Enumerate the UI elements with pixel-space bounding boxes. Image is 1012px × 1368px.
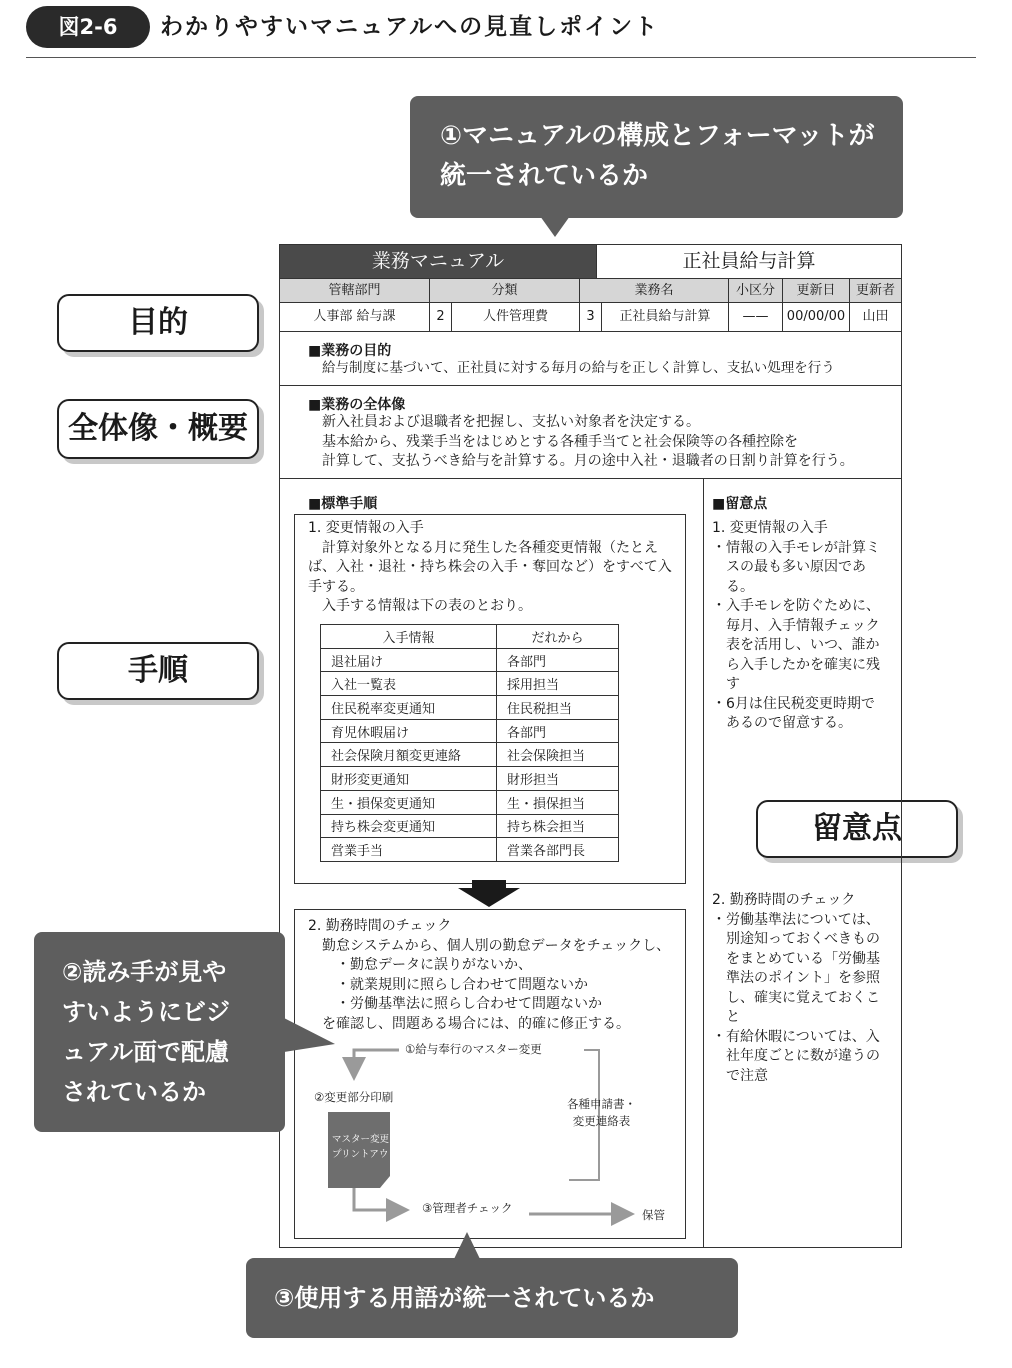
step1-line: 入手する情報は下の表のとおり。	[308, 598, 532, 614]
callout-terms: ③使用する用語が統一されているか	[246, 1258, 738, 1338]
cell-dept: 人事部 給与課	[280, 303, 430, 332]
notes-line: スの最も多い原因であ	[712, 559, 866, 575]
cell-cat-no: 2	[430, 303, 452, 332]
callout-format-line1: ①マニュアルの構成とフォーマットが	[440, 121, 875, 151]
table-row	[321, 790, 619, 814]
table-cell: 財形変更通知	[321, 767, 497, 791]
notes-line: ・6月は住民税変更時期で	[712, 695, 875, 712]
manual-name: 正社員給与計算	[596, 245, 901, 278]
table-cell: 育児休暇届け	[321, 719, 497, 743]
notes-part1	[712, 519, 880, 734]
col-subsection: 小区分	[729, 279, 783, 303]
notes-line: 表を活用し、いつ、誰か	[712, 637, 880, 653]
info-table-header-cell: 入手情報	[321, 625, 497, 649]
step2-line: ・勤怠データに誤りがないか、	[308, 957, 532, 973]
table-cell: 各部門	[497, 648, 619, 672]
label-purpose: 目的	[57, 294, 259, 352]
flow-printout-line: マスター変更の	[332, 1134, 399, 1145]
flow-forms-line: 各種申請書・	[567, 1097, 636, 1111]
cell-updated: 00/00/00	[783, 303, 850, 332]
step2-line: 勤怠システムから、個人別の勤怠データをチェックし、	[308, 937, 671, 954]
notes-line: と	[712, 1009, 740, 1025]
col-category: 分類	[430, 279, 580, 303]
callout-visual-pointer	[284, 1018, 336, 1058]
flow-forms-line: 変更連絡表	[572, 1114, 631, 1128]
notes-line: で注意	[712, 1067, 768, 1084]
notes-part2	[712, 891, 880, 1086]
table-cell: 住民税率変更通知	[321, 696, 497, 720]
table-cell: 各部門	[497, 719, 619, 743]
table-cell: 営業各部門長	[497, 838, 619, 862]
notes-line: 毎月、入手情報チェック	[712, 617, 880, 634]
step2-line: ・就業規則に照らし合わせて問題ないか	[308, 976, 588, 993]
table-cell: 採用担当	[497, 672, 619, 696]
purpose-heading: ■業務の目的	[308, 343, 392, 359]
cell-updater: 山田	[850, 303, 901, 332]
table-cell: 社会保険担当	[497, 743, 619, 767]
label-notes: 留意点	[756, 800, 958, 858]
cell-category: 人件管理費	[452, 303, 580, 332]
callout-visual	[34, 932, 285, 1132]
notes-line: ・入手モレを防ぐために、	[712, 598, 880, 614]
table-row	[321, 648, 619, 672]
notes-line: ・情報の入手モレが計算ミ	[712, 539, 880, 556]
overview-text	[322, 413, 854, 472]
purpose-text: 給与制度に基づいて、正社員に対する毎月の給与を正しく計算し、支払い処理を行う	[322, 360, 835, 376]
table-row	[321, 838, 619, 862]
callout-visual-line: されているか	[62, 1078, 206, 1106]
table-row	[321, 672, 619, 696]
notes-line: ら入手したかを確実に残	[712, 656, 880, 673]
manual-title: 業務マニュアル	[280, 245, 596, 278]
step1-line: 計算対象外となる月に発生した各種変更情報（たとえ	[308, 539, 658, 556]
flow-printout-line: プリントアウト	[332, 1149, 398, 1160]
cell-subsection: ——	[729, 303, 783, 332]
table-cell: 持ち株会担当	[497, 814, 619, 838]
table-cell: 営業手当	[321, 838, 497, 862]
overview-line: 基本給から、残業手当をはじめとする各種手当てと社会保険等の各種控除を	[322, 433, 798, 450]
title-divider	[26, 57, 976, 58]
purpose-divider	[280, 385, 901, 386]
table-cell: 入社一覧表	[321, 672, 497, 696]
callout-format-pointer	[540, 216, 570, 238]
overview-line: 新入社員および退職者を把握し、支払い対象者を決定する。	[322, 414, 700, 430]
notes-line: す	[712, 676, 740, 692]
cell-task: 正社員給与計算	[602, 303, 729, 332]
notes-line: 1. 変更情報の入手	[712, 520, 828, 536]
callout-format-line2: 統一されているか	[440, 161, 649, 191]
table-cell: 生・損保変更通知	[321, 790, 497, 814]
notes-column-divider	[703, 479, 704, 1247]
flow-print: ②変更部分印刷	[314, 1090, 394, 1104]
label-overview: 全体像・概要	[57, 399, 259, 459]
step2-line: ・労働基準法に照らし合わせて問題ないか	[308, 996, 602, 1012]
label-procedure: 手順	[57, 642, 259, 700]
col-updated: 更新日	[783, 279, 850, 303]
flow-master: ①給与奉行のマスター変更	[405, 1042, 542, 1056]
figure-title: わかりやすいマニュアルへの見直しポイント	[160, 14, 660, 40]
table-row	[321, 814, 619, 838]
step2-line: を確認し、問題ある場合には、的確に修正する。	[308, 1015, 630, 1032]
callout-visual-line: すいようにビジ	[62, 998, 230, 1026]
step2-line: 2. 勤務時間のチェック	[308, 918, 452, 934]
callout-visual-line: ュアル面で配慮	[62, 1038, 230, 1066]
callout-format	[410, 96, 903, 218]
table-row	[321, 696, 619, 720]
step1-line: 手する。	[308, 578, 364, 595]
notes-line: し、確実に覚えておくこ	[712, 989, 880, 1006]
table-row	[321, 719, 619, 743]
table-cell: 持ち株会変更通知	[321, 814, 497, 838]
notes-line: ・労働基準法については、	[712, 911, 880, 928]
callout-terms-pointer	[454, 1232, 480, 1259]
flow-check: ③管理者チェック	[422, 1201, 513, 1215]
notes-line: 準法のポイント」を参照	[712, 970, 880, 986]
overview-line: 計算して、支払うべき給与を計算する。月の途中入社・退職者の日割り計算を行う。	[322, 453, 854, 469]
step2-text	[308, 917, 670, 1034]
overview-heading: ■業務の全体像	[308, 397, 406, 413]
notes-line: をまとめている「労働基	[712, 950, 880, 967]
table-row	[321, 743, 619, 767]
figure-badge: 図2-6	[26, 6, 150, 48]
step1-text	[308, 519, 672, 617]
table-cell: 財形担当	[497, 767, 619, 791]
info-table-header	[321, 625, 619, 649]
table-cell: 社会保険月額変更連絡	[321, 743, 497, 767]
info-table	[320, 624, 619, 862]
notes-line: ・有給休暇については、入	[712, 1028, 880, 1045]
notes-heading: ■留意点	[712, 496, 768, 512]
table-cell: 退社届け	[321, 648, 497, 672]
notes-line: あるので留意する。	[712, 715, 852, 731]
cell-task-no: 3	[580, 303, 602, 332]
callout-visual-line: ②読み手が見や	[62, 958, 227, 986]
flow-printout-label	[332, 1132, 399, 1162]
flow-forms	[567, 1096, 636, 1130]
notes-line: 社年度ごとに数が違うの	[712, 1048, 880, 1064]
step1-line: 1. 変更情報の入手	[308, 520, 424, 536]
notes-line: 別途知っておくべきもの	[712, 931, 880, 947]
table-cell: 住民税担当	[497, 696, 619, 720]
standard-heading: ■標準手順	[308, 496, 378, 512]
step1-line: ば、入社・退社・持ち株会の入手・奪回など）をすべて入	[308, 559, 672, 575]
overview-divider	[280, 478, 901, 479]
next-step-arrow-icon	[458, 880, 520, 908]
notes-line: 2. 勤務時間のチェック	[712, 892, 856, 908]
col-task: 業務名	[580, 279, 729, 303]
col-dept: 管轄部門	[280, 279, 430, 303]
table-cell: 生・損保担当	[497, 790, 619, 814]
table-row	[321, 767, 619, 791]
col-updater: 更新者	[850, 279, 901, 303]
notes-line: る。	[712, 578, 754, 595]
flow-store: 保管	[642, 1208, 665, 1222]
info-table-header-cell: だれから	[497, 625, 619, 649]
